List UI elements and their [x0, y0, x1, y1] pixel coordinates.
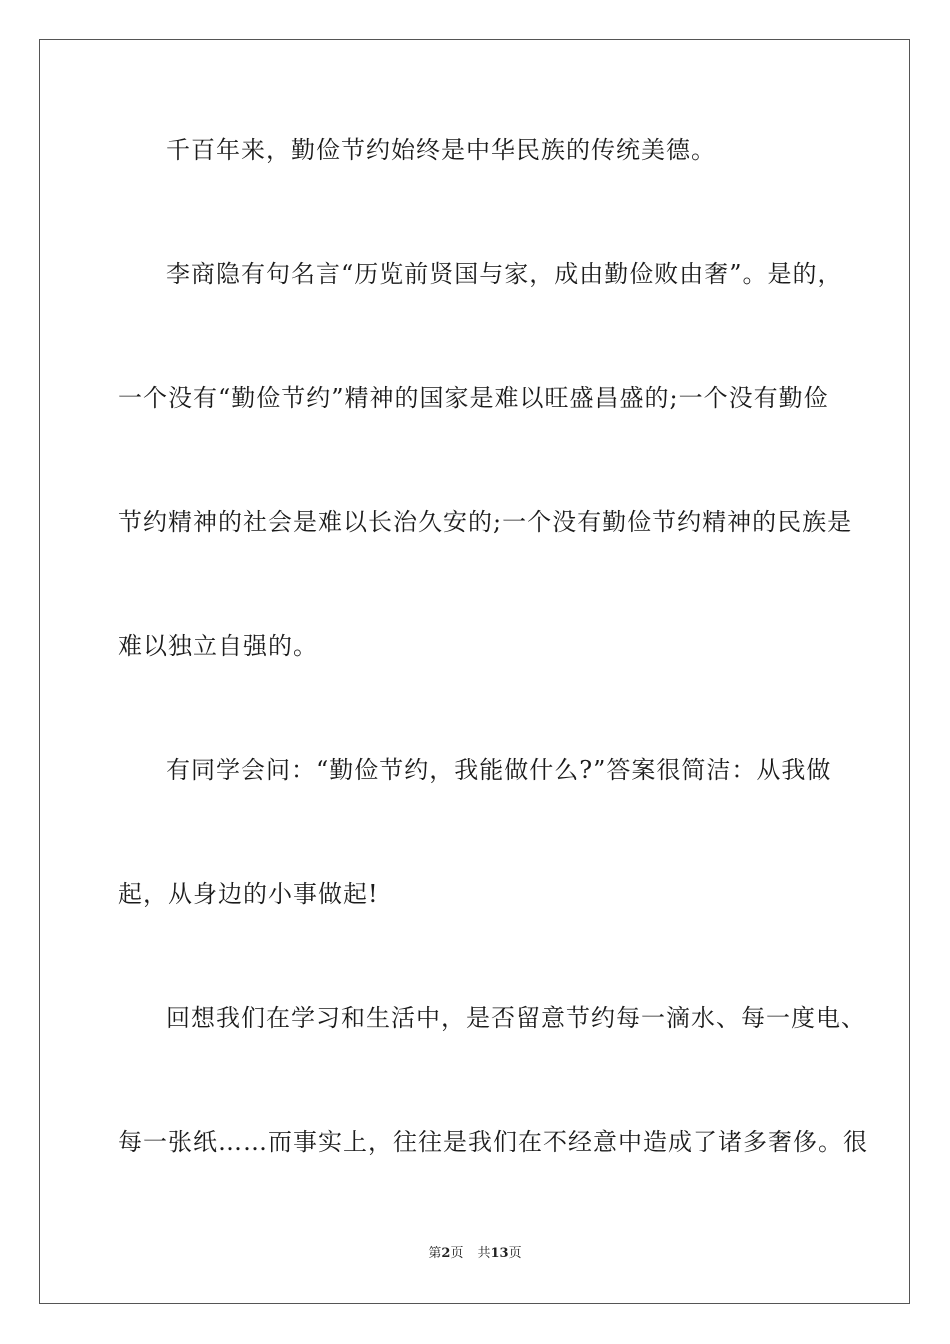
page-border	[39, 39, 910, 1304]
paragraph-3-line-2: 起，从身边的小事做起!	[118, 880, 379, 908]
page-footer	[0, 1246, 950, 1262]
paragraph-4-line-1: 回想我们在学习和生活中，是否留意节约每一滴水、每一度电、	[166, 1004, 866, 1032]
total-suffix: 页	[508, 1246, 522, 1261]
paragraph-2-line-2: 一个没有“勤俭节约”精神的国家是难以旺盛昌盛的;一个没有勤俭	[118, 384, 829, 412]
page-suffix: 页	[450, 1246, 464, 1261]
paragraph-4-line-2: 每一张纸……而事实上，往往是我们在不经意中造成了诸多奢侈。很	[118, 1128, 868, 1156]
paragraph-2-line-3: 节约精神的社会是难以长治久安的;一个没有勤俭节约精神的民族是	[118, 508, 853, 536]
total-prefix: 共	[477, 1246, 491, 1261]
paragraph-2-line-1: 李商隐有句名言“历览前贤国与家，成由勤俭败由奢”。是的，	[166, 260, 843, 288]
page-number: 2	[441, 1246, 451, 1261]
paragraph-3-line-1: 有同学会问：“勤俭节约，我能做什么?”答案很简洁：从我做	[166, 756, 832, 784]
paragraph-1-line-1: 千百年来，勤俭节约始终是中华民族的传统美德。	[166, 136, 716, 164]
page-prefix: 第	[428, 1246, 442, 1261]
total-pages: 13	[490, 1246, 509, 1261]
paragraph-2-line-4: 难以独立自强的。	[118, 632, 318, 660]
